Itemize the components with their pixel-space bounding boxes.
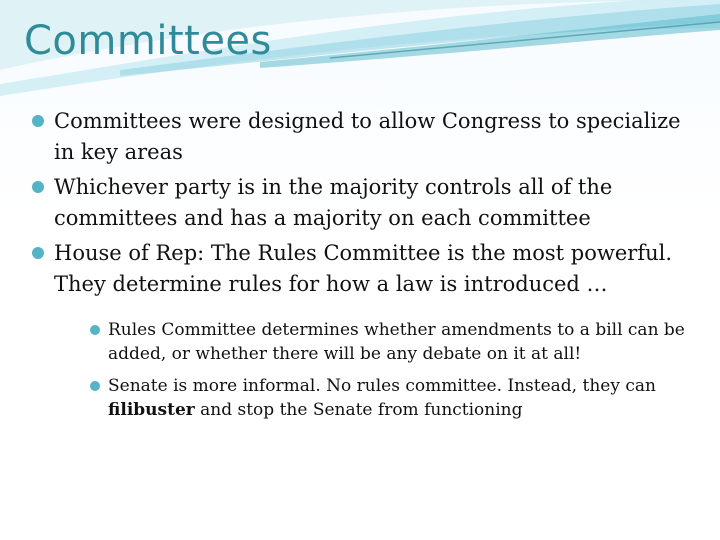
bullet-item <box>32 238 692 300</box>
filibuster-term: filibuster <box>108 400 195 420</box>
bullet-text: Whichever party is in the majority controls all of the committees and has a majority on each committee <box>54 175 613 230</box>
sub-bullet-dot-icon <box>90 381 100 391</box>
sub-bullet-text: Rules Committee determines whether amendments to a bill can be added, or whether there will be any debate on it at all! <box>108 320 685 364</box>
bullet-dot-icon <box>32 115 44 127</box>
bullet-item <box>32 172 692 234</box>
sub-bullet-item <box>90 374 690 422</box>
sub-bullet-text-before: Senate is more informal. No rules committee. Instead, they can <box>108 376 656 396</box>
sub-bullet-list <box>90 318 690 422</box>
sub-bullet-dot-icon <box>90 325 100 335</box>
bullet-dot-icon <box>32 247 44 259</box>
bullet-text: House of Rep: The Rules Committee is the most powerful. They determine rules for how a law is introduced … <box>54 241 673 296</box>
sub-bullet-item <box>90 318 690 366</box>
sub-bullet-text-after: and stop the Senate from functioning <box>194 400 523 420</box>
bullet-text: Committees were designed to allow Congress to specialize in key areas <box>54 109 681 164</box>
bullet-item <box>32 106 692 168</box>
bullet-dot-icon <box>32 181 44 193</box>
bullet-list <box>32 106 692 430</box>
slide-title: Committees <box>24 18 272 64</box>
